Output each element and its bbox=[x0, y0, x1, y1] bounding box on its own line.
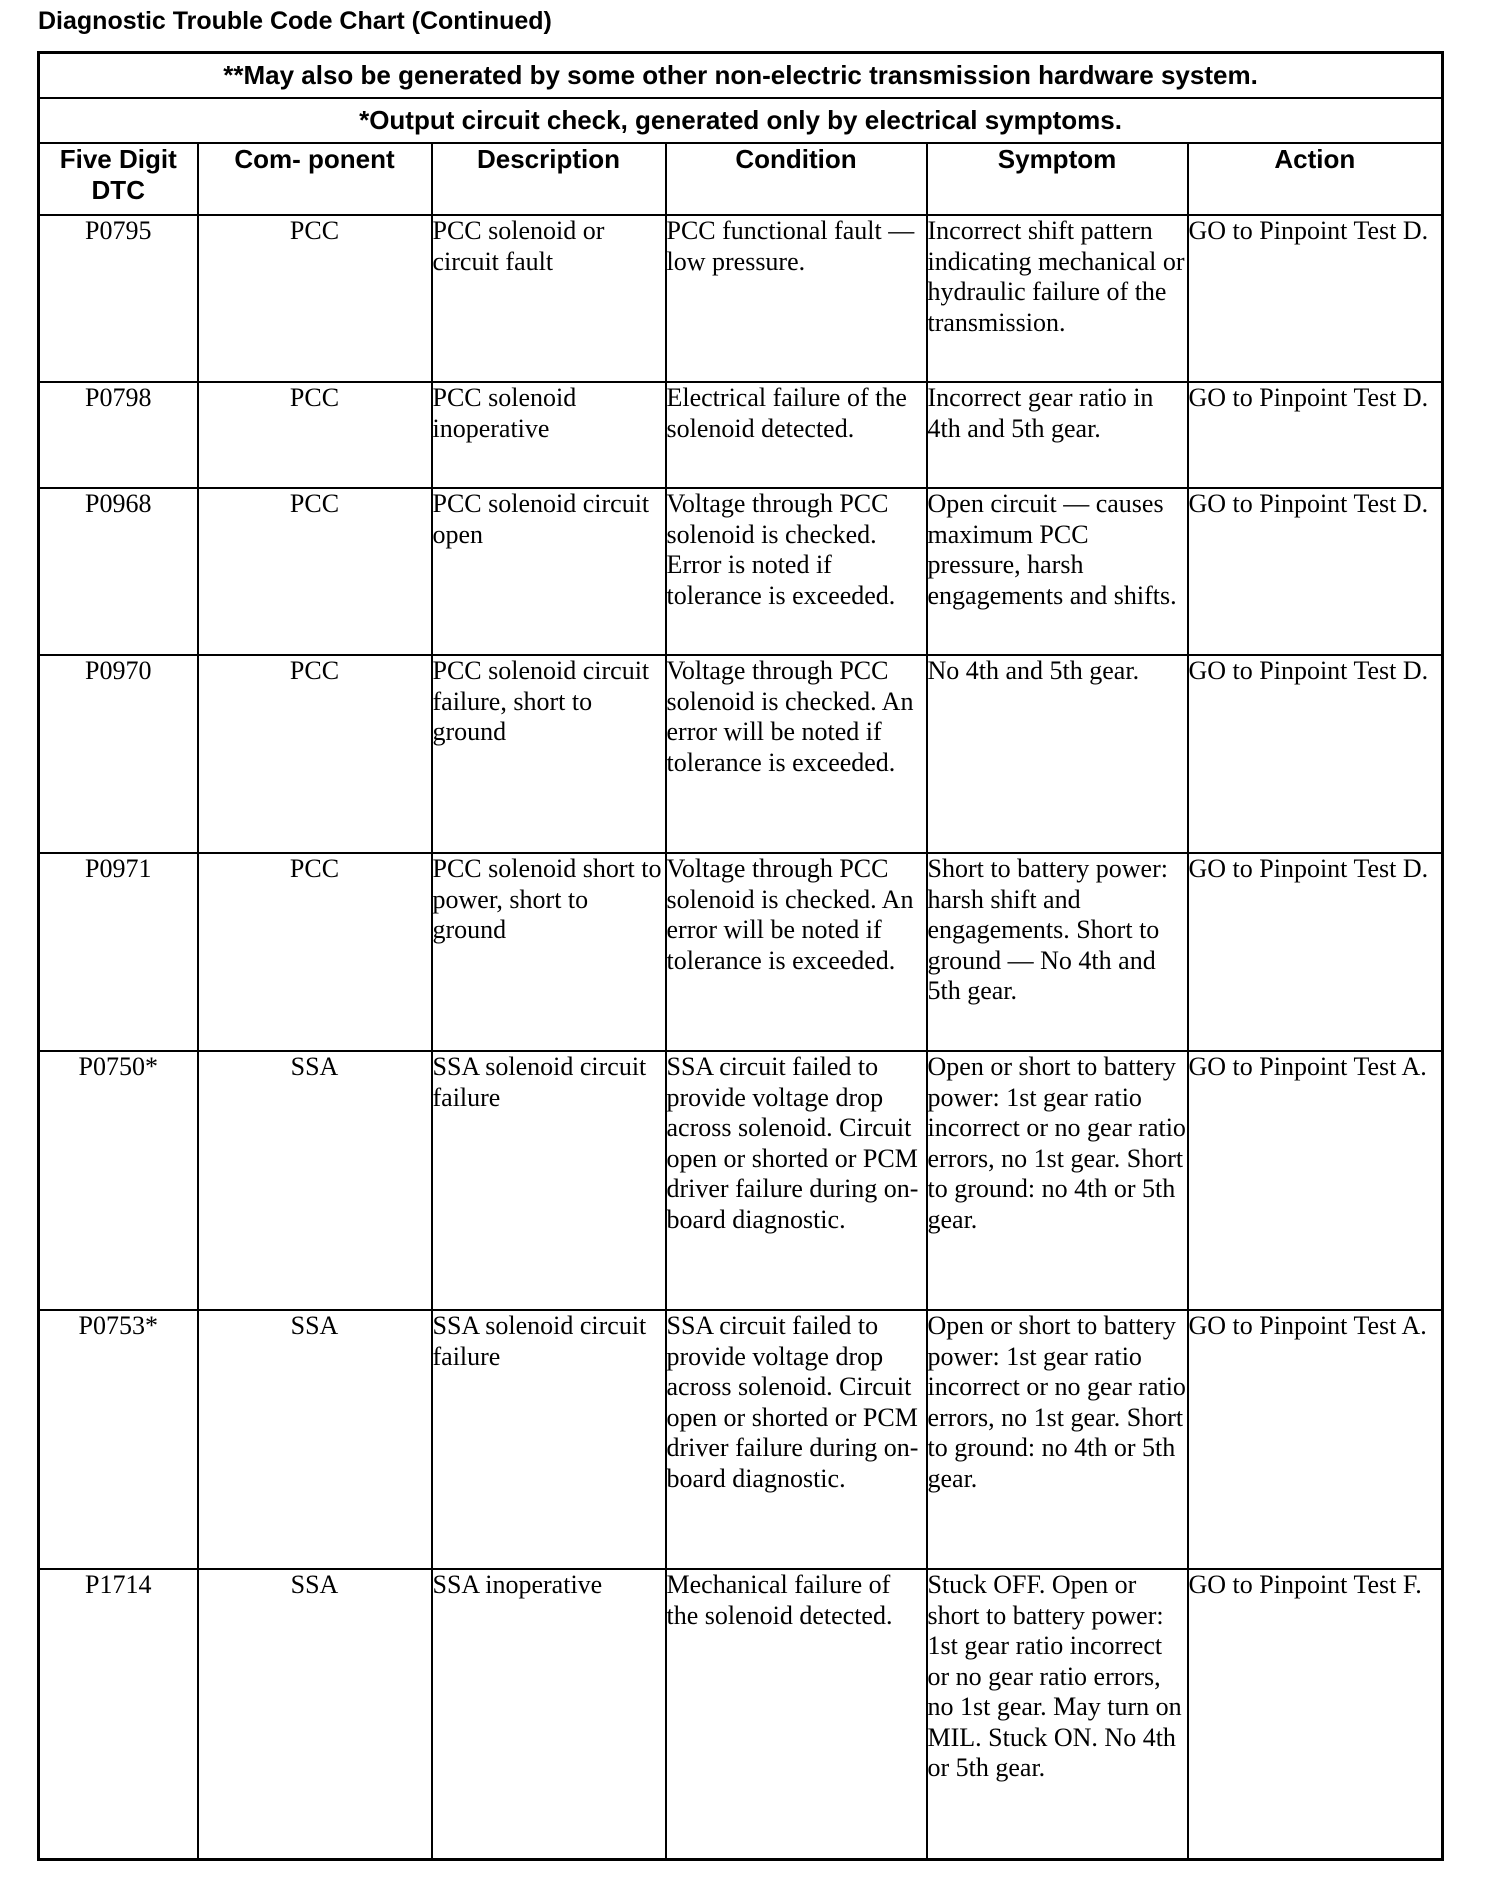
dtc-code: P0798 bbox=[39, 382, 198, 488]
condition: PCC functional fault — low pressure. bbox=[666, 215, 927, 382]
symptom: No 4th and 5th gear. bbox=[927, 655, 1188, 853]
page-title: Diagnostic Trouble Code Chart (Continued) bbox=[38, 7, 552, 35]
table-row bbox=[39, 382, 1443, 488]
dtc-code: P0795 bbox=[39, 215, 198, 382]
table-row bbox=[39, 1310, 1443, 1569]
action: GO to Pinpoint Test A. bbox=[1188, 1310, 1443, 1569]
action: GO to Pinpoint Test A. bbox=[1188, 1051, 1443, 1310]
dtc-code: P1714 bbox=[39, 1569, 198, 1859]
symptom: Open or short to battery power: 1st gear ratio incorrect or no gear ratio errors, no 1st gear. Short to ground: no 4th or 5th gear. bbox=[927, 1051, 1188, 1310]
action: GO to Pinpoint Test D. bbox=[1188, 382, 1443, 488]
col-header-dtc: Five Digit DTC bbox=[39, 143, 198, 215]
header-row bbox=[39, 143, 1443, 215]
col-header-symptom: Symptom bbox=[927, 143, 1188, 215]
note-row bbox=[39, 98, 1443, 143]
component: SSA bbox=[198, 1310, 432, 1569]
condition: Electrical failure of the solenoid detected. bbox=[666, 382, 927, 488]
component: SSA bbox=[198, 1569, 432, 1859]
col-header-component: Com- ponent bbox=[198, 143, 432, 215]
table-row bbox=[39, 488, 1443, 655]
component: PCC bbox=[198, 382, 432, 488]
component: PCC bbox=[198, 488, 432, 655]
note-row bbox=[39, 53, 1443, 99]
col-header-condition: Condition bbox=[666, 143, 927, 215]
description: SSA inoperative bbox=[432, 1569, 666, 1859]
description: PCC solenoid short to power, short to ground bbox=[432, 853, 666, 1051]
col-header-action: Action bbox=[1188, 143, 1443, 215]
action: GO to Pinpoint Test D. bbox=[1188, 655, 1443, 853]
symptom: Stuck OFF. Open or short to battery power: 1st gear ratio incorrect or no gear ratio errors, no 1st gear. May turn on MIL. Stuck ON. No 4th or 5th gear. bbox=[927, 1569, 1188, 1859]
action: GO to Pinpoint Test D. bbox=[1188, 488, 1443, 655]
component: PCC bbox=[198, 655, 432, 853]
dtc-code: P0968 bbox=[39, 488, 198, 655]
description: PCC solenoid circuit open bbox=[432, 488, 666, 655]
symptom: Incorrect shift pattern indicating mechanical or hydraulic failure of the transmission. bbox=[927, 215, 1188, 382]
condition: SSA circuit failed to provide voltage drop across solenoid. Circuit open or shorted or PCM driver failure during on-board diagnostic. bbox=[666, 1310, 927, 1569]
dtc-code: P0750* bbox=[39, 1051, 198, 1310]
dtc-table bbox=[37, 51, 1444, 1861]
condition: SSA circuit failed to provide voltage drop across solenoid. Circuit open or shorted or PCM driver failure during on-board diagnostic. bbox=[666, 1051, 927, 1310]
condition: Voltage through PCC solenoid is checked. An error will be noted if tolerance is exceeded. bbox=[666, 655, 927, 853]
table-row bbox=[39, 853, 1443, 1051]
component: PCC bbox=[198, 853, 432, 1051]
col-header-description: Description bbox=[432, 143, 666, 215]
dtc-code: P0971 bbox=[39, 853, 198, 1051]
description: PCC solenoid circuit failure, short to ground bbox=[432, 655, 666, 853]
dtc-code: P0970 bbox=[39, 655, 198, 853]
table-row bbox=[39, 655, 1443, 853]
table-row bbox=[39, 1051, 1443, 1310]
component: SSA bbox=[198, 1051, 432, 1310]
dtc-code: P0753* bbox=[39, 1310, 198, 1569]
description: PCC solenoid or circuit fault bbox=[432, 215, 666, 382]
symptom: Open or short to battery power: 1st gear ratio incorrect or no gear ratio errors, no 1st gear. Short to ground: no 4th or 5th gear. bbox=[927, 1310, 1188, 1569]
symptom: Incorrect gear ratio in 4th and 5th gear. bbox=[927, 382, 1188, 488]
condition: Mechanical failure of the solenoid detected. bbox=[666, 1569, 927, 1859]
action: GO to Pinpoint Test D. bbox=[1188, 853, 1443, 1051]
symptom: Short to battery power: harsh shift and engagements. Short to ground — No 4th and 5th gear. bbox=[927, 853, 1188, 1051]
symptom: Open circuit — causes maximum PCC pressure, harsh engagements and shifts. bbox=[927, 488, 1188, 655]
description: SSA solenoid circuit failure bbox=[432, 1051, 666, 1310]
action: GO to Pinpoint Test D. bbox=[1188, 215, 1443, 382]
component: PCC bbox=[198, 215, 432, 382]
condition: Voltage through PCC solenoid is checked. Error is noted if tolerance is exceeded. bbox=[666, 488, 927, 655]
description: PCC solenoid inoperative bbox=[432, 382, 666, 488]
note-hardware: **May also be generated by some other non-electric transmission hardware system. bbox=[39, 53, 1443, 99]
condition: Voltage through PCC solenoid is checked. An error will be noted if tolerance is exceeded. bbox=[666, 853, 927, 1051]
action: GO to Pinpoint Test F. bbox=[1188, 1569, 1443, 1859]
table-row bbox=[39, 215, 1443, 382]
description: SSA solenoid circuit failure bbox=[432, 1310, 666, 1569]
note-output-circuit: *Output circuit check, generated only by electrical symptoms. bbox=[39, 98, 1443, 143]
table-row bbox=[39, 1569, 1443, 1859]
